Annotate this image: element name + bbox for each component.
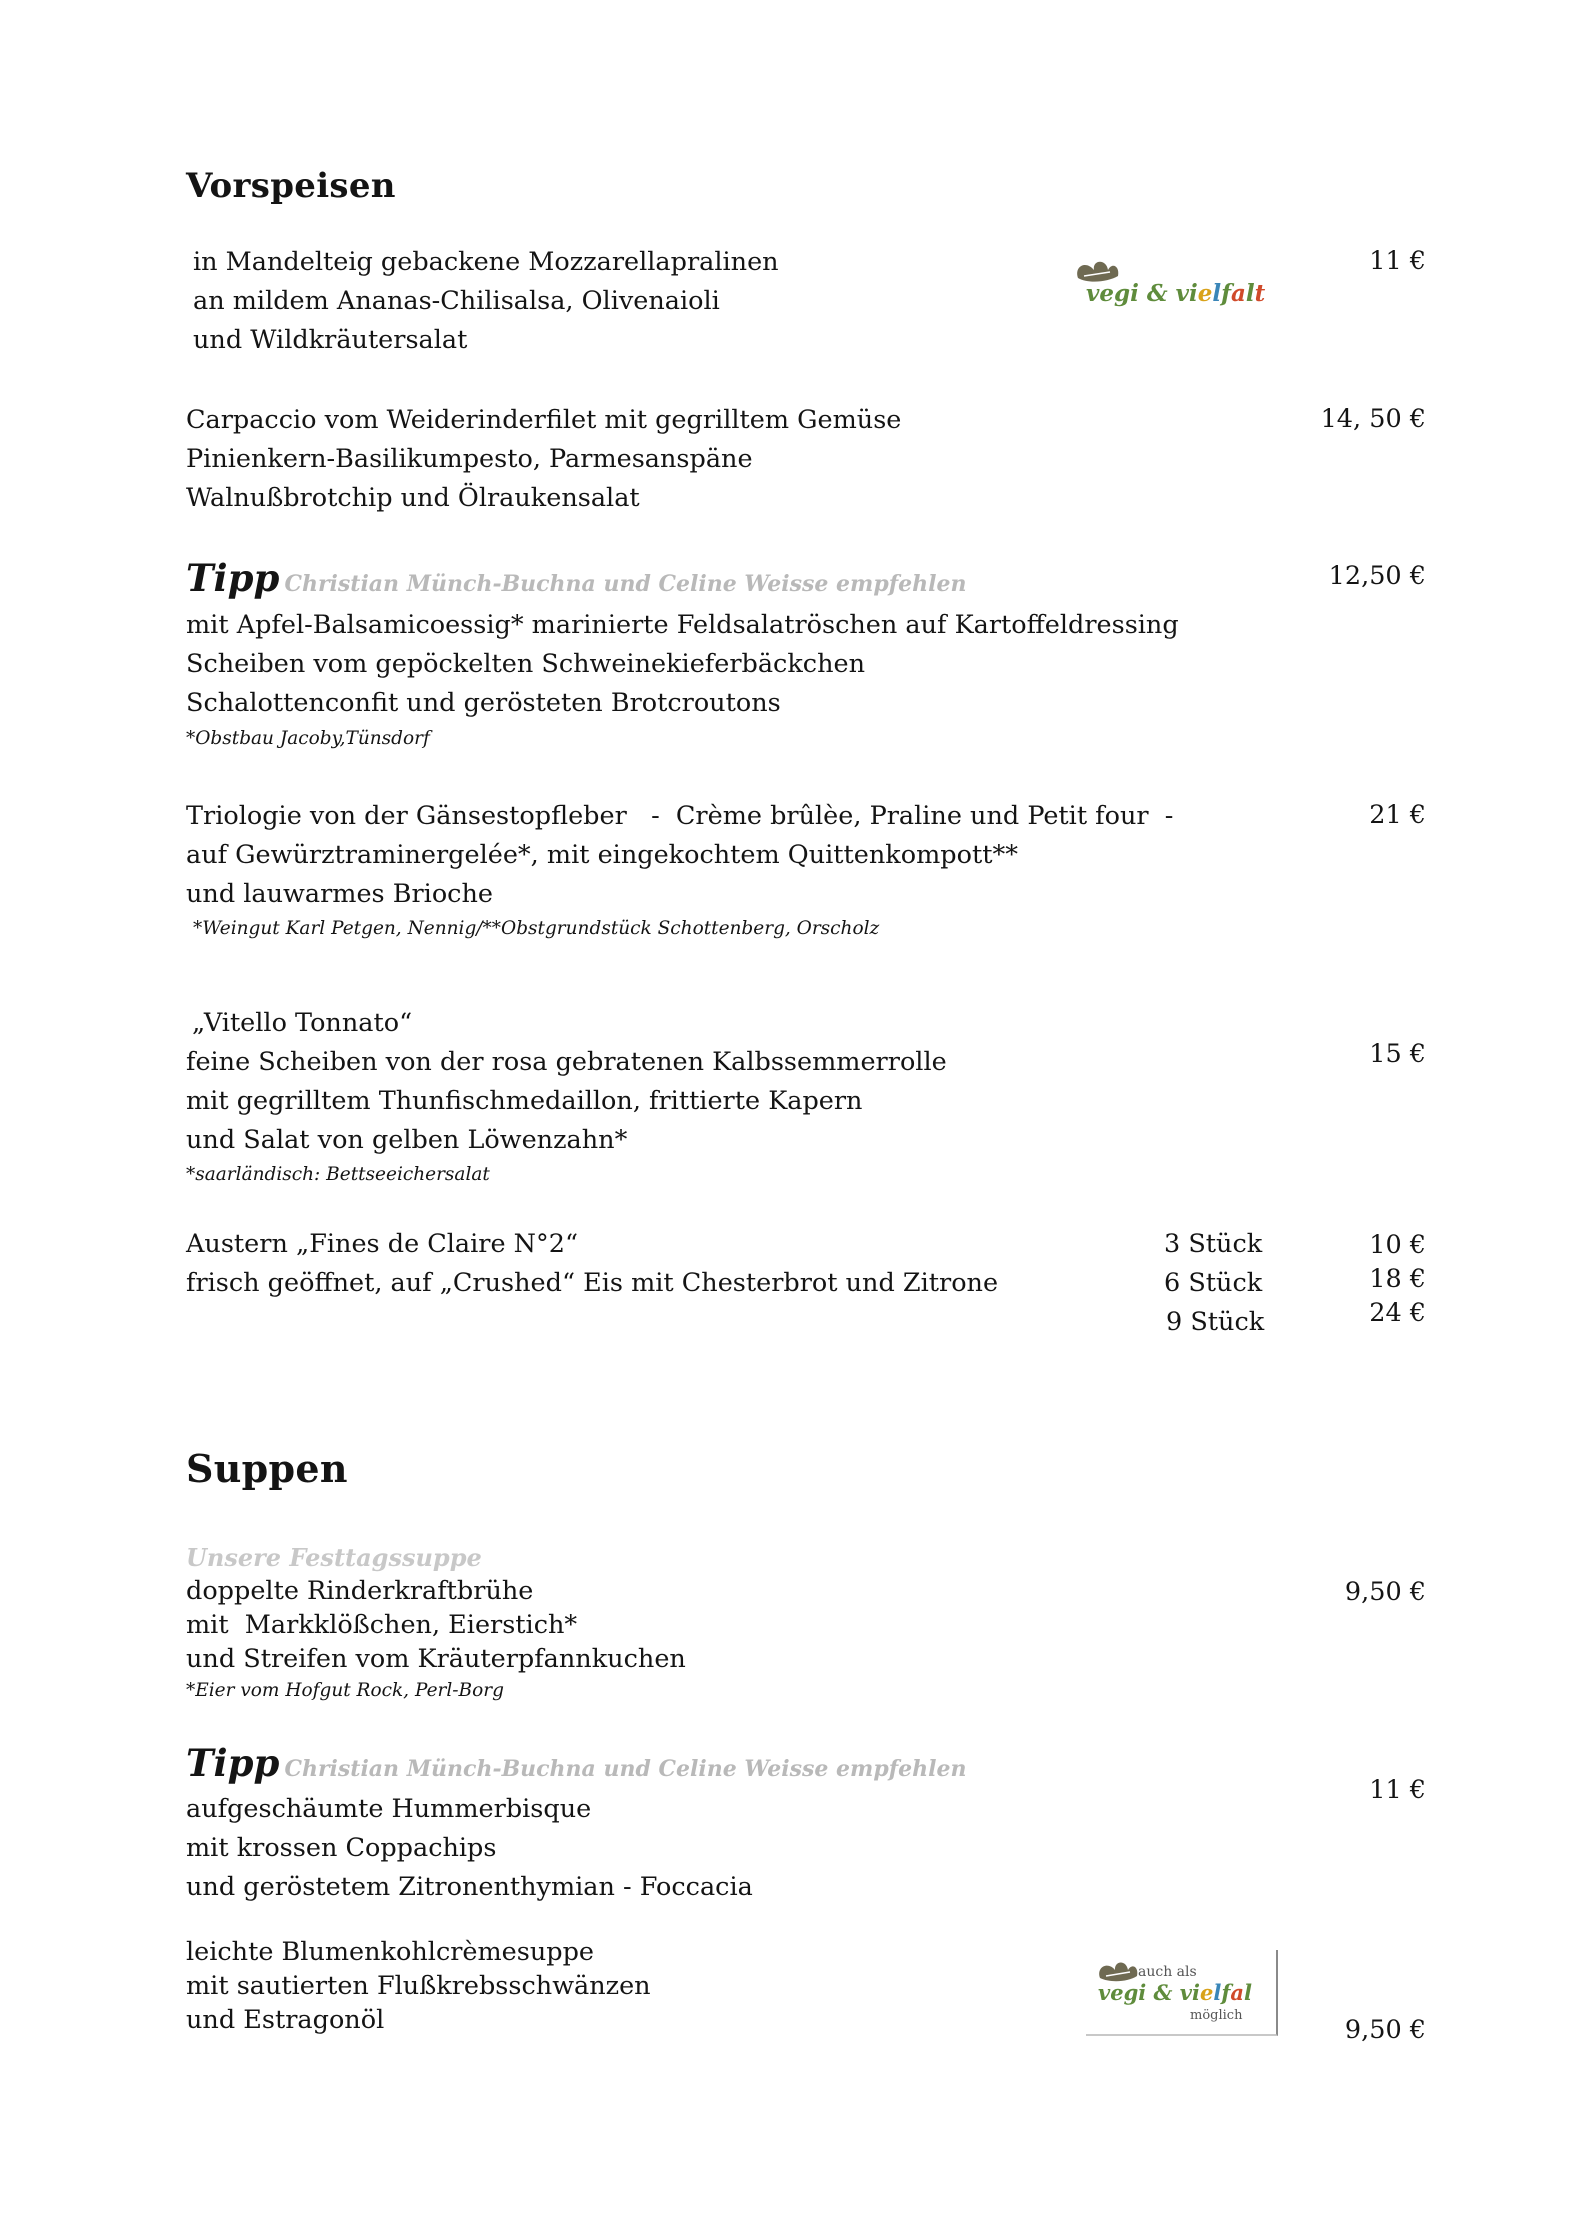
item-line: und Streifen vom Kräuterpfannkuchen: [186, 1644, 686, 1674]
item-line: und Wildkräutersalat: [193, 325, 468, 355]
item-line: und geröstetem Zitronenthymian - Foccacia: [186, 1872, 753, 1902]
item-line: und lauwarmes Brioche: [186, 879, 493, 909]
section-title-suppen: Suppen: [186, 1446, 348, 1491]
item-line: Austern „Fines de Claire N°2“: [186, 1229, 579, 1259]
price: 15 €: [1369, 1039, 1426, 1069]
item-line: auf Gewürztraminergelée*, mit eingekochtem Quittenkompott**: [186, 840, 1018, 870]
item-line: und Estragonöl: [186, 2005, 385, 2035]
item-line: mit Markklößchen, Eierstich*: [186, 1610, 578, 1640]
footnote: *Eier vom Hofgut Rock, Perl-Borg: [186, 1680, 504, 1701]
price: 11 €: [1369, 246, 1426, 276]
item-line: mit krossen Coppachips: [186, 1833, 497, 1863]
menu-item-feldsalat: [186, 606, 1179, 723]
item-line: Triologie von der Gänsestopfleber - Crème brûlèe, Praline und Petit four -: [186, 801, 1174, 831]
vegi-vielfalt-wordmark: vegi & vielfalt: [1086, 280, 1266, 307]
tipp-label: Tipp: [186, 556, 280, 600]
item-line: Carpaccio vom Weiderinderfilet mit gegrilltem Gemüse: [186, 405, 902, 435]
item-line: mit gegrilltem Thunfischmedaillon, frittierte Kapern: [186, 1086, 863, 1116]
price: 9,50 €: [1344, 1577, 1426, 1607]
item-line: in Mandelteig gebackene Mozzarellapralinen: [193, 247, 779, 277]
quantity: 9 Stück: [1166, 1307, 1265, 1337]
item-line: mit sautierten Flußkrebsschwänzen: [186, 1971, 651, 2001]
price: 18 €: [1369, 1264, 1426, 1294]
menu-item-rinderkraftbruehe: [186, 1574, 686, 1676]
item-line: frisch geöffnet, auf „Crushed“ Eis mit Chesterbrot und Zitrone: [186, 1268, 999, 1298]
section-title-vorspeisen: Vorspeisen: [186, 166, 396, 206]
footnote: *Weingut Karl Petgen, Nennig/**Obstgrundstück Schottenberg, Orscholz: [193, 918, 880, 939]
price: 21 €: [1369, 800, 1426, 830]
price: 14, 50 €: [1320, 404, 1426, 434]
item-line: an mildem Ananas-Chilisalsa, Olivenaioli: [193, 286, 720, 316]
price: 9,50 €: [1344, 2015, 1426, 2045]
menu-item-austern: [186, 1225, 998, 1303]
badge-bottom-text: möglich: [1190, 2008, 1243, 2023]
tipp-label: Tipp: [186, 1741, 280, 1785]
item-line: doppelte Rinderkraftbrühe: [186, 1576, 534, 1606]
price: 12,50 €: [1328, 561, 1426, 591]
item-line: und Salat von gelben Löwenzahn*: [186, 1125, 628, 1155]
festtag-label: Unsere Festtagssuppe: [186, 1543, 482, 1572]
quantity: 6 Stück: [1164, 1268, 1263, 1298]
price-list: [1206, 1228, 1426, 1330]
item-line: Pinienkern-Basilikumpesto, Parmesanspäne: [186, 444, 753, 474]
item-line: Walnußbrotchip und Ölraukensalat: [186, 483, 640, 513]
item-line: Scheiben vom gepöckelten Schweinekieferbäckchen: [186, 649, 865, 679]
item-line: Schalottenconfit und gerösteten Brotcroutons: [186, 688, 781, 718]
footnote: *saarländisch: Bettseeichersalat: [186, 1164, 490, 1185]
tipp-heading: [186, 556, 967, 600]
quantity: 3 Stück: [1164, 1229, 1263, 1259]
menu-item-blumenkohlcremesuppe: [186, 1935, 651, 2037]
vegi-vielfalt-wordmark: vegi & vielfal: [1098, 1980, 1252, 2005]
item-line: feine Scheiben von der rosa gebratenen Kalbssemmerrolle: [186, 1047, 947, 1077]
tipp-recommendation: Christian Münch-Buchna und Celine Weisse empfehlen: [284, 1756, 967, 1782]
item-line: „Vitello Tonnato“: [192, 1008, 413, 1038]
menu-item-hummerbisque: [186, 1790, 753, 1907]
item-line: leichte Blumenkohlcrèmesuppe: [186, 1937, 595, 1967]
price: 11 €: [1369, 1775, 1426, 1805]
menu-item-mozzarellapralinen: [193, 243, 779, 360]
badge-top-text: auch als: [1138, 1964, 1197, 1980]
menu-item-carpaccio: [186, 401, 901, 518]
price: 24 €: [1369, 1298, 1426, 1328]
tipp-recommendation: Christian Münch-Buchna und Celine Weisse empfehlen: [284, 571, 967, 597]
menu-item-gaensestopfleber: [186, 797, 1173, 914]
price: 10 €: [1369, 1230, 1426, 1260]
tipp-heading: [186, 1741, 967, 1785]
item-line: mit Apfel-Balsamicoessig* marinierte Feldsalatröschen auf Kartoffeldressing: [186, 610, 1179, 640]
menu-item-vitello-tonnato: [186, 1004, 947, 1160]
item-line: aufgeschäumte Hummerbisque: [186, 1794, 592, 1824]
footnote: *Obstbau Jacoby,Tünsdorf: [186, 728, 430, 749]
